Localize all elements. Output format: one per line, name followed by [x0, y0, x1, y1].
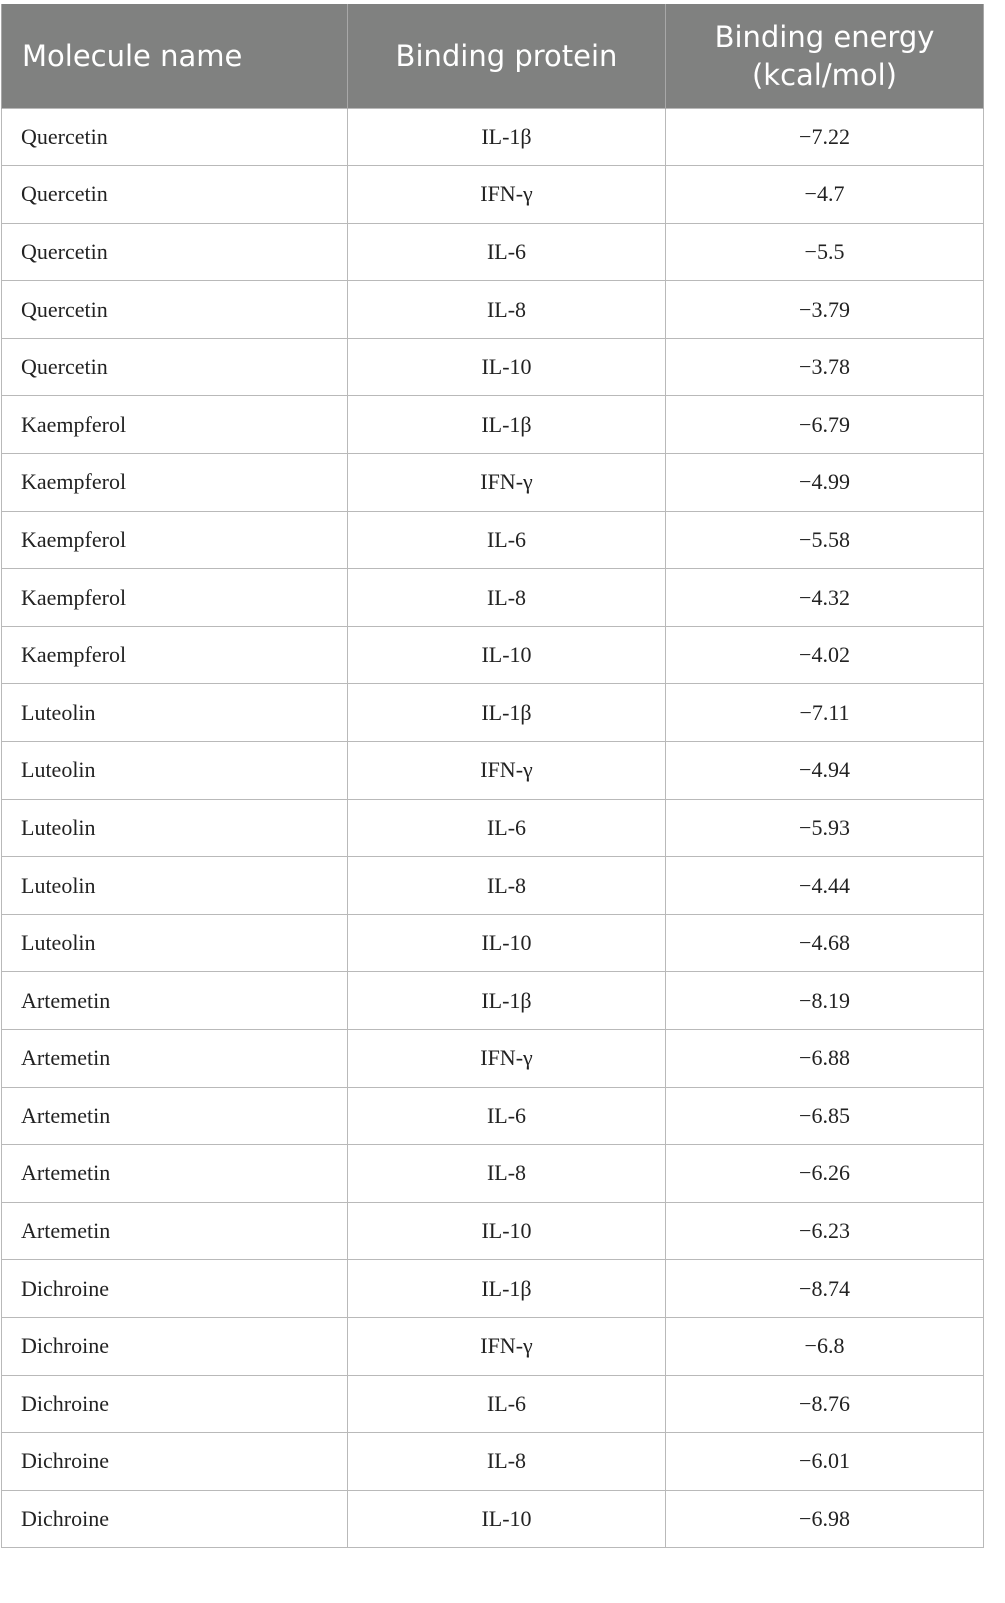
binding-protein-cell: IL-1β — [348, 108, 666, 166]
table-row — [2, 626, 984, 684]
header-binding-protein: Binding protein — [348, 4, 666, 108]
table-row — [2, 1202, 984, 1260]
molecule-name-cell: Kaempferol — [2, 569, 348, 627]
binding-energy-cell: −4.32 — [666, 569, 984, 627]
table-row — [2, 223, 984, 281]
binding-energy-cell: −6.85 — [666, 1087, 984, 1145]
table-row — [2, 1145, 984, 1203]
table-row — [2, 396, 984, 454]
binding-energy-cell: −4.99 — [666, 454, 984, 512]
binding-energy-cell: −3.78 — [666, 338, 984, 396]
molecule-name-cell: Dichroine — [2, 1260, 348, 1318]
binding-protein-cell: IL-6 — [348, 511, 666, 569]
binding-protein-cell: IL-6 — [348, 799, 666, 857]
binding-energy-cell: −5.93 — [666, 799, 984, 857]
molecule-name-cell: Dichroine — [2, 1433, 348, 1491]
molecule-name-cell: Dichroine — [2, 1375, 348, 1433]
binding-energy-cell: −3.79 — [666, 281, 984, 339]
binding-energy-cell: −6.23 — [666, 1202, 984, 1260]
table-header — [2, 4, 984, 108]
binding-energy-cell: −7.22 — [666, 108, 984, 166]
header-molecule-name: Molecule name — [2, 4, 348, 108]
binding-energy-cell: −8.76 — [666, 1375, 984, 1433]
binding-energy-cell: −6.26 — [666, 1145, 984, 1203]
table-row — [2, 166, 984, 224]
binding-protein-cell: IL-10 — [348, 626, 666, 684]
binding-energy-cell: −4.44 — [666, 857, 984, 915]
table-row — [2, 511, 984, 569]
binding-energy-cell: −8.19 — [666, 972, 984, 1030]
molecule-name-cell: Luteolin — [2, 799, 348, 857]
binding-energy-cell: −4.68 — [666, 914, 984, 972]
binding-protein-cell: IFN-γ — [348, 1317, 666, 1375]
binding-energy-cell: −5.58 — [666, 511, 984, 569]
molecule-name-cell: Artemetin — [2, 1202, 348, 1260]
binding-energy-cell: −4.94 — [666, 742, 984, 800]
binding-protein-cell: IL-6 — [348, 1375, 666, 1433]
molecule-name-cell: Luteolin — [2, 857, 348, 915]
table-row — [2, 569, 984, 627]
binding-protein-cell: IL-8 — [348, 1433, 666, 1491]
table-row — [2, 799, 984, 857]
table-row — [2, 742, 984, 800]
binding-energy-cell: −8.74 — [666, 1260, 984, 1318]
molecule-name-cell: Dichroine — [2, 1490, 348, 1548]
molecule-name-cell: Quercetin — [2, 166, 348, 224]
table-row — [2, 972, 984, 1030]
molecule-name-cell: Quercetin — [2, 281, 348, 339]
binding-protein-cell: IL-6 — [348, 1087, 666, 1145]
binding-protein-cell: IL-1β — [348, 396, 666, 454]
binding-energy-cell: −4.7 — [666, 166, 984, 224]
binding-protein-cell: IFN-γ — [348, 166, 666, 224]
molecule-name-cell: Quercetin — [2, 108, 348, 166]
binding-protein-cell: IL-8 — [348, 1145, 666, 1203]
binding-protein-cell: IL-1β — [348, 1260, 666, 1318]
molecule-name-cell: Quercetin — [2, 338, 348, 396]
table-row — [2, 914, 984, 972]
binding-protein-cell: IL-8 — [348, 569, 666, 627]
molecule-name-cell: Kaempferol — [2, 626, 348, 684]
table-row — [2, 684, 984, 742]
binding-protein-cell: IL-8 — [348, 281, 666, 339]
table-row — [2, 1260, 984, 1318]
binding-energy-cell: −6.79 — [666, 396, 984, 454]
molecule-name-cell: Luteolin — [2, 684, 348, 742]
molecule-name-cell: Artemetin — [2, 1030, 348, 1088]
binding-protein-cell: IL-10 — [348, 1490, 666, 1548]
molecule-name-cell: Quercetin — [2, 223, 348, 281]
binding-energy-table-container — [1, 4, 983, 1548]
table-row — [2, 1317, 984, 1375]
table-row — [2, 454, 984, 512]
table-body — [2, 108, 984, 1548]
table-row — [2, 1433, 984, 1491]
header-binding-energy-line2: (kcal/mol) — [751, 57, 897, 92]
binding-energy-cell: −6.8 — [666, 1317, 984, 1375]
binding-protein-cell: IL-10 — [348, 338, 666, 396]
binding-protein-cell: IL-6 — [348, 223, 666, 281]
table-row — [2, 1375, 984, 1433]
molecule-name-cell: Kaempferol — [2, 511, 348, 569]
table-row — [2, 1087, 984, 1145]
molecule-name-cell: Artemetin — [2, 1087, 348, 1145]
molecule-name-cell: Artemetin — [2, 1145, 348, 1203]
binding-protein-cell: IL-10 — [348, 1202, 666, 1260]
binding-protein-cell: IL-10 — [348, 914, 666, 972]
molecule-name-cell: Dichroine — [2, 1317, 348, 1375]
molecule-name-cell: Kaempferol — [2, 396, 348, 454]
binding-energy-cell: −4.02 — [666, 626, 984, 684]
table-row — [2, 857, 984, 915]
binding-energy-cell: −6.98 — [666, 1490, 984, 1548]
header-row — [2, 4, 984, 108]
binding-protein-cell: IL-1β — [348, 684, 666, 742]
binding-energy-cell: −6.01 — [666, 1433, 984, 1491]
table-row — [2, 338, 984, 396]
molecule-name-cell: Luteolin — [2, 742, 348, 800]
header-binding-energy — [666, 4, 984, 108]
binding-protein-cell: IFN-γ — [348, 454, 666, 512]
binding-protein-cell: IFN-γ — [348, 1030, 666, 1088]
molecule-name-cell: Kaempferol — [2, 454, 348, 512]
table-row — [2, 1490, 984, 1548]
binding-protein-cell: IL-1β — [348, 972, 666, 1030]
binding-energy-cell: −7.11 — [666, 684, 984, 742]
binding-energy-cell: −5.5 — [666, 223, 984, 281]
binding-protein-cell: IFN-γ — [348, 742, 666, 800]
table-row — [2, 108, 984, 166]
table-row — [2, 281, 984, 339]
table-row — [2, 1030, 984, 1088]
binding-energy-cell: −6.88 — [666, 1030, 984, 1088]
header-binding-energy-line1: Binding energy — [714, 19, 935, 54]
binding-protein-cell: IL-8 — [348, 857, 666, 915]
molecule-name-cell: Artemetin — [2, 972, 348, 1030]
binding-energy-table — [1, 4, 984, 1548]
molecule-name-cell: Luteolin — [2, 914, 348, 972]
